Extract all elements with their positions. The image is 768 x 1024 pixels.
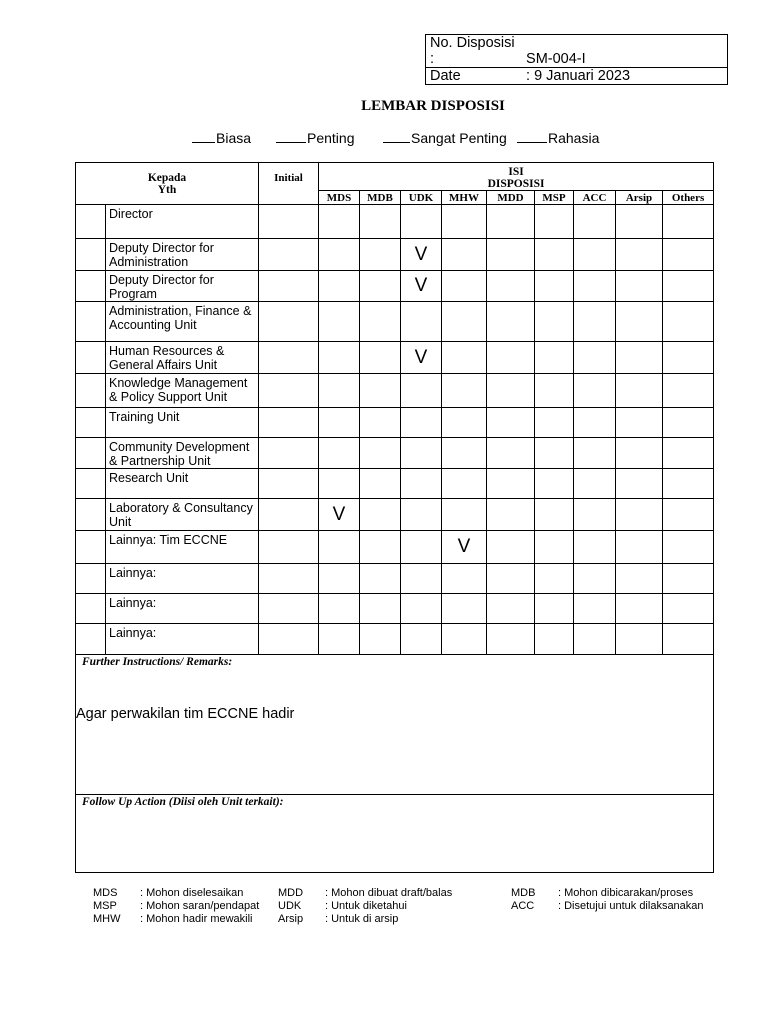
check-cell-arsip[interactable] [616, 302, 663, 342]
check-cell-mds[interactable] [319, 438, 360, 469]
check-cell-arsip[interactable] [616, 205, 663, 239]
check-cell-msp[interactable] [535, 469, 574, 499]
code-header: MDD [487, 191, 535, 205]
check-cell-acc[interactable] [574, 239, 616, 271]
row-number-cell [76, 438, 106, 469]
unit-name: Knowledge Management & Policy Support Unit [106, 374, 259, 408]
check-cell-acc[interactable] [574, 531, 616, 564]
check-cell-udk[interactable] [401, 531, 442, 564]
check-cell-acc[interactable] [574, 499, 616, 531]
row-number-cell [76, 205, 106, 239]
unit-name: Human Resources & General Affairs Unit [106, 342, 259, 374]
unit-name: Research Unit [106, 469, 259, 499]
table-row [76, 239, 714, 271]
row-number-cell [76, 374, 106, 408]
check-cell-others[interactable] [663, 531, 714, 564]
check-cell-msp[interactable] [535, 624, 574, 655]
check-cell-mdd[interactable] [487, 239, 535, 271]
legend-code: MDD [278, 887, 304, 899]
check-cell-msp[interactable] [535, 438, 574, 469]
check-cell-mhw[interactable] [442, 624, 487, 655]
row-number-cell [76, 594, 106, 624]
table-row [76, 271, 714, 302]
check-cell-msp[interactable] [535, 374, 574, 408]
legend-code: MSP [93, 900, 117, 912]
page-title: LEMBAR DISPOSISI [361, 98, 505, 114]
table-row [76, 374, 714, 408]
check-cell-mdd[interactable] [487, 624, 535, 655]
code-header: Others [663, 191, 714, 205]
table-row [76, 205, 714, 239]
check-cell-udk[interactable] [401, 499, 442, 531]
legend-item [93, 900, 259, 913]
kepada-header: Kepada Yth [76, 163, 259, 205]
check-cell-mdb[interactable] [360, 564, 401, 594]
check-cell-msp[interactable] [535, 205, 574, 239]
priority-label: Biasa [216, 130, 252, 146]
check-cell-acc[interactable] [574, 205, 616, 239]
check-cell-others[interactable] [663, 594, 714, 624]
check-cell-mdd[interactable] [487, 499, 535, 531]
unit-name: Administration, Finance & Accounting Unit [106, 302, 259, 342]
table-row [76, 594, 714, 624]
check-cell-msp[interactable] [535, 271, 574, 302]
check-cell-others[interactable] [663, 624, 714, 655]
legend-code: ACC [511, 900, 535, 912]
check-cell-arsip[interactable] [616, 239, 663, 271]
check-cell-mhw[interactable] [442, 438, 487, 469]
priority-blank [192, 130, 215, 143]
check-cell-others[interactable] [663, 469, 714, 499]
code-header: MDS [319, 191, 360, 205]
check-cell-others[interactable] [663, 302, 714, 342]
legend-code: MDB [511, 887, 536, 899]
check-cell-mhw[interactable] [442, 302, 487, 342]
check-cell-mdd[interactable] [487, 342, 535, 374]
disposition-number-label: No. Disposisi : [430, 35, 515, 67]
check-cell-mdd[interactable] [487, 271, 535, 302]
priority-blank [276, 130, 306, 143]
priority-sangat-penting [383, 130, 507, 146]
check-cell-arsip[interactable] [616, 531, 663, 564]
priority-rahasia [517, 130, 599, 146]
check-cell-udk[interactable] [401, 624, 442, 655]
follow-up-label: Follow Up Action (Diisi oleh Unit terkait): [82, 796, 284, 808]
unit-name: Training Unit [106, 408, 259, 438]
check-cell-others[interactable] [663, 408, 714, 438]
legend-meaning: : Untuk di arsip [325, 913, 399, 925]
row-number-cell [76, 499, 106, 531]
check-cell-arsip[interactable] [616, 408, 663, 438]
check-cell-others[interactable] [663, 239, 714, 271]
check-cell-acc[interactable] [574, 374, 616, 408]
check-cell-mds[interactable] [319, 374, 360, 408]
legend-item [278, 913, 452, 926]
legend-item [278, 887, 452, 900]
code-header: ACC [574, 191, 616, 205]
check-cell-arsip[interactable] [616, 564, 663, 594]
check-cell-udk[interactable]: V [401, 271, 442, 302]
check-cell-mds[interactable] [319, 408, 360, 438]
row-number-cell [76, 271, 106, 302]
check-cell-mds[interactable] [319, 205, 360, 239]
date-cell [426, 68, 728, 85]
table-row [76, 564, 714, 594]
check-cell-udk[interactable] [401, 594, 442, 624]
priority-blank [383, 130, 410, 143]
check-cell-mhw[interactable] [442, 239, 487, 271]
code-header: MHW [442, 191, 487, 205]
unit-name: Deputy Director for Program [106, 271, 259, 302]
initial-cell[interactable] [259, 205, 319, 239]
code-header: UDK [401, 191, 442, 205]
check-cell-arsip[interactable] [616, 469, 663, 499]
check-cell-acc[interactable] [574, 271, 616, 302]
priority-penting [276, 130, 354, 146]
check-cell-arsip[interactable] [616, 342, 663, 374]
code-header: MDB [360, 191, 401, 205]
check-cell-mhw[interactable] [442, 271, 487, 302]
check-cell-arsip[interactable] [616, 624, 663, 655]
remarks-label: Further Instructions/ Remarks: [82, 656, 233, 668]
unit-name: Director [106, 205, 259, 239]
check-cell-mdd[interactable] [487, 205, 535, 239]
legend-meaning: : Disetujui untuk dilaksanakan [558, 900, 704, 912]
row-number-cell [76, 469, 106, 499]
priority-label: Rahasia [548, 130, 600, 146]
initial-cell[interactable] [259, 374, 319, 408]
check-cell-mds[interactable] [319, 342, 360, 374]
date-label: Date [430, 68, 461, 84]
check-cell-mdb[interactable] [360, 594, 401, 624]
initial-cell[interactable] [259, 499, 319, 531]
check-cell-others[interactable] [663, 499, 714, 531]
check-cell-mdd[interactable] [487, 374, 535, 408]
check-cell-mds[interactable] [319, 564, 360, 594]
table-row [76, 499, 714, 531]
check-cell-acc[interactable] [574, 302, 616, 342]
initial-cell[interactable] [259, 342, 319, 374]
check-cell-acc[interactable] [574, 594, 616, 624]
check-cell-mdb[interactable] [360, 469, 401, 499]
check-cell-mdd[interactable] [487, 408, 535, 438]
check-cell-arsip[interactable] [616, 594, 663, 624]
check-cell-mdb[interactable] [360, 408, 401, 438]
priority-label: Sangat Penting [411, 130, 507, 146]
check-cell-mds[interactable] [319, 531, 360, 564]
legend-meaning: : Mohon diselesaikan [140, 887, 244, 899]
check-cell-others[interactable] [663, 438, 714, 469]
check-cell-mhw[interactable] [442, 408, 487, 438]
row-number-cell [76, 624, 106, 655]
check-cell-others[interactable] [663, 271, 714, 302]
remarks-text: Agar perwakilan tim ECCNE hadir [76, 706, 295, 722]
table-row [76, 408, 714, 438]
table-row [76, 469, 714, 499]
check-cell-others[interactable] [663, 564, 714, 594]
legend-code: MHW [93, 913, 121, 925]
legend-code: UDK [278, 900, 302, 912]
check-cell-mdd[interactable] [487, 594, 535, 624]
check-cell-mdb[interactable] [360, 342, 401, 374]
check-cell-mdb[interactable] [360, 239, 401, 271]
legend-meaning: : Mohon saran/pendapat [140, 900, 260, 912]
check-cell-udk[interactable] [401, 302, 442, 342]
follow-up-box[interactable] [76, 795, 714, 873]
priority-label: Penting [307, 130, 355, 146]
table-row [76, 624, 714, 655]
check-cell-msp[interactable] [535, 408, 574, 438]
check-cell-msp[interactable] [535, 499, 574, 531]
legend-code: Arsip [278, 913, 304, 925]
row-number-cell [76, 239, 106, 271]
check-cell-acc[interactable] [574, 469, 616, 499]
legend-code: MDS [93, 887, 118, 899]
initial-cell[interactable] [259, 531, 319, 564]
check-cell-arsip[interactable] [616, 499, 663, 531]
check-cell-mdd[interactable] [487, 564, 535, 594]
legend-meaning: : Mohon hadir mewakili [140, 913, 253, 925]
check-cell-msp[interactable] [535, 239, 574, 271]
check-cell-mdb[interactable] [360, 271, 401, 302]
priority-blank [517, 130, 547, 143]
check-cell-mds[interactable]: V [319, 499, 360, 531]
initial-cell[interactable] [259, 408, 319, 438]
row-number-cell [76, 564, 106, 594]
check-cell-udk[interactable] [401, 205, 442, 239]
isi-disposisi-header: ISI DISPOSISI [319, 163, 714, 191]
check-cell-acc[interactable] [574, 564, 616, 594]
disposition-table [75, 162, 714, 873]
check-cell-acc[interactable] [574, 342, 616, 374]
legend-item [93, 887, 259, 900]
check-cell-mhw[interactable] [442, 342, 487, 374]
check-cell-msp[interactable] [535, 531, 574, 564]
check-cell-msp[interactable] [535, 342, 574, 374]
check-cell-arsip[interactable] [616, 374, 663, 408]
check-cell-arsip[interactable] [616, 271, 663, 302]
initial-cell[interactable] [259, 564, 319, 594]
initial-cell[interactable] [259, 302, 319, 342]
legend-item [278, 900, 452, 913]
check-cell-mdb[interactable] [360, 302, 401, 342]
unit-name: Lainnya: Tim ECCNE [106, 531, 259, 564]
initial-header: Initial [259, 163, 319, 205]
check-cell-mds[interactable] [319, 271, 360, 302]
check-cell-mdb[interactable] [360, 624, 401, 655]
unit-name: Lainnya: [106, 624, 259, 655]
check-cell-others[interactable] [663, 205, 714, 239]
check-cell-udk[interactable] [401, 374, 442, 408]
check-cell-mhw[interactable] [442, 469, 487, 499]
check-cell-mhw[interactable] [442, 374, 487, 408]
check-cell-mhw[interactable] [442, 594, 487, 624]
check-cell-udk[interactable] [401, 564, 442, 594]
table-row [76, 438, 714, 469]
unit-name: Lainnya: [106, 564, 259, 594]
legend-column-3 [511, 887, 704, 913]
disposition-number-cell [426, 35, 728, 68]
check-cell-acc[interactable] [574, 624, 616, 655]
initial-cell[interactable] [259, 469, 319, 499]
check-cell-mdb[interactable] [360, 499, 401, 531]
check-cell-others[interactable] [663, 374, 714, 408]
code-header: Arsip [616, 191, 663, 205]
remarks-box[interactable] [76, 655, 714, 795]
check-cell-acc[interactable] [574, 408, 616, 438]
check-cell-mds[interactable] [319, 594, 360, 624]
unit-name: Laboratory & Consultancy Unit [106, 499, 259, 531]
check-cell-mdd[interactable] [487, 469, 535, 499]
check-cell-mds[interactable] [319, 239, 360, 271]
initial-cell[interactable] [259, 624, 319, 655]
legend-item [93, 913, 259, 926]
check-cell-msp[interactable] [535, 594, 574, 624]
check-cell-others[interactable] [663, 342, 714, 374]
legend-item [511, 900, 704, 913]
check-cell-msp[interactable] [535, 302, 574, 342]
unit-name: Deputy Director for Administration [106, 239, 259, 271]
check-cell-udk[interactable] [401, 438, 442, 469]
check-cell-mds[interactable] [319, 624, 360, 655]
priority-biasa [192, 130, 251, 146]
check-cell-mds[interactable] [319, 469, 360, 499]
check-cell-udk[interactable]: V [401, 342, 442, 374]
check-cell-arsip[interactable] [616, 438, 663, 469]
legend-column-1 [93, 887, 259, 926]
check-cell-mhw[interactable] [442, 205, 487, 239]
initial-cell[interactable] [259, 239, 319, 271]
unit-name: Lainnya: [106, 594, 259, 624]
row-number-cell [76, 342, 106, 374]
check-cell-mdb[interactable] [360, 531, 401, 564]
legend-meaning: : Untuk diketahui [325, 900, 407, 912]
legend-meaning: : Mohon dibicarakan/proses [558, 887, 694, 899]
check-cell-acc[interactable] [574, 438, 616, 469]
row-number-cell [76, 302, 106, 342]
check-cell-udk[interactable]: V [401, 239, 442, 271]
initial-cell[interactable] [259, 438, 319, 469]
date-value: : 9 Januari 2023 [526, 68, 631, 84]
table-row [76, 531, 714, 564]
check-cell-mdb[interactable] [360, 374, 401, 408]
table-row [76, 302, 714, 342]
check-cell-mdb[interactable] [360, 205, 401, 239]
check-cell-mhw[interactable] [442, 564, 487, 594]
initial-cell[interactable] [259, 594, 319, 624]
check-cell-mhw[interactable]: V [442, 531, 487, 564]
check-cell-mdd[interactable] [487, 438, 535, 469]
legend-meaning: : Mohon dibuat draft/balas [325, 887, 453, 899]
row-number-cell [76, 408, 106, 438]
disposition-number-value: SM-004-I [526, 51, 586, 67]
table-row [76, 342, 714, 374]
code-header: MSP [535, 191, 574, 205]
check-cell-mdd[interactable] [487, 531, 535, 564]
check-cell-udk[interactable] [401, 469, 442, 499]
check-cell-mdb[interactable] [360, 438, 401, 469]
check-cell-mds[interactable] [319, 302, 360, 342]
disposition-header-box [425, 34, 728, 85]
legend-item [511, 887, 704, 900]
row-number-cell [76, 531, 106, 564]
initial-cell[interactable] [259, 271, 319, 302]
check-cell-mhw[interactable] [442, 499, 487, 531]
legend-column-2 [278, 887, 452, 926]
unit-name: Community Development & Partnership Unit [106, 438, 259, 469]
check-cell-udk[interactable] [401, 408, 442, 438]
check-cell-mdd[interactable] [487, 302, 535, 342]
check-cell-msp[interactable] [535, 564, 574, 594]
